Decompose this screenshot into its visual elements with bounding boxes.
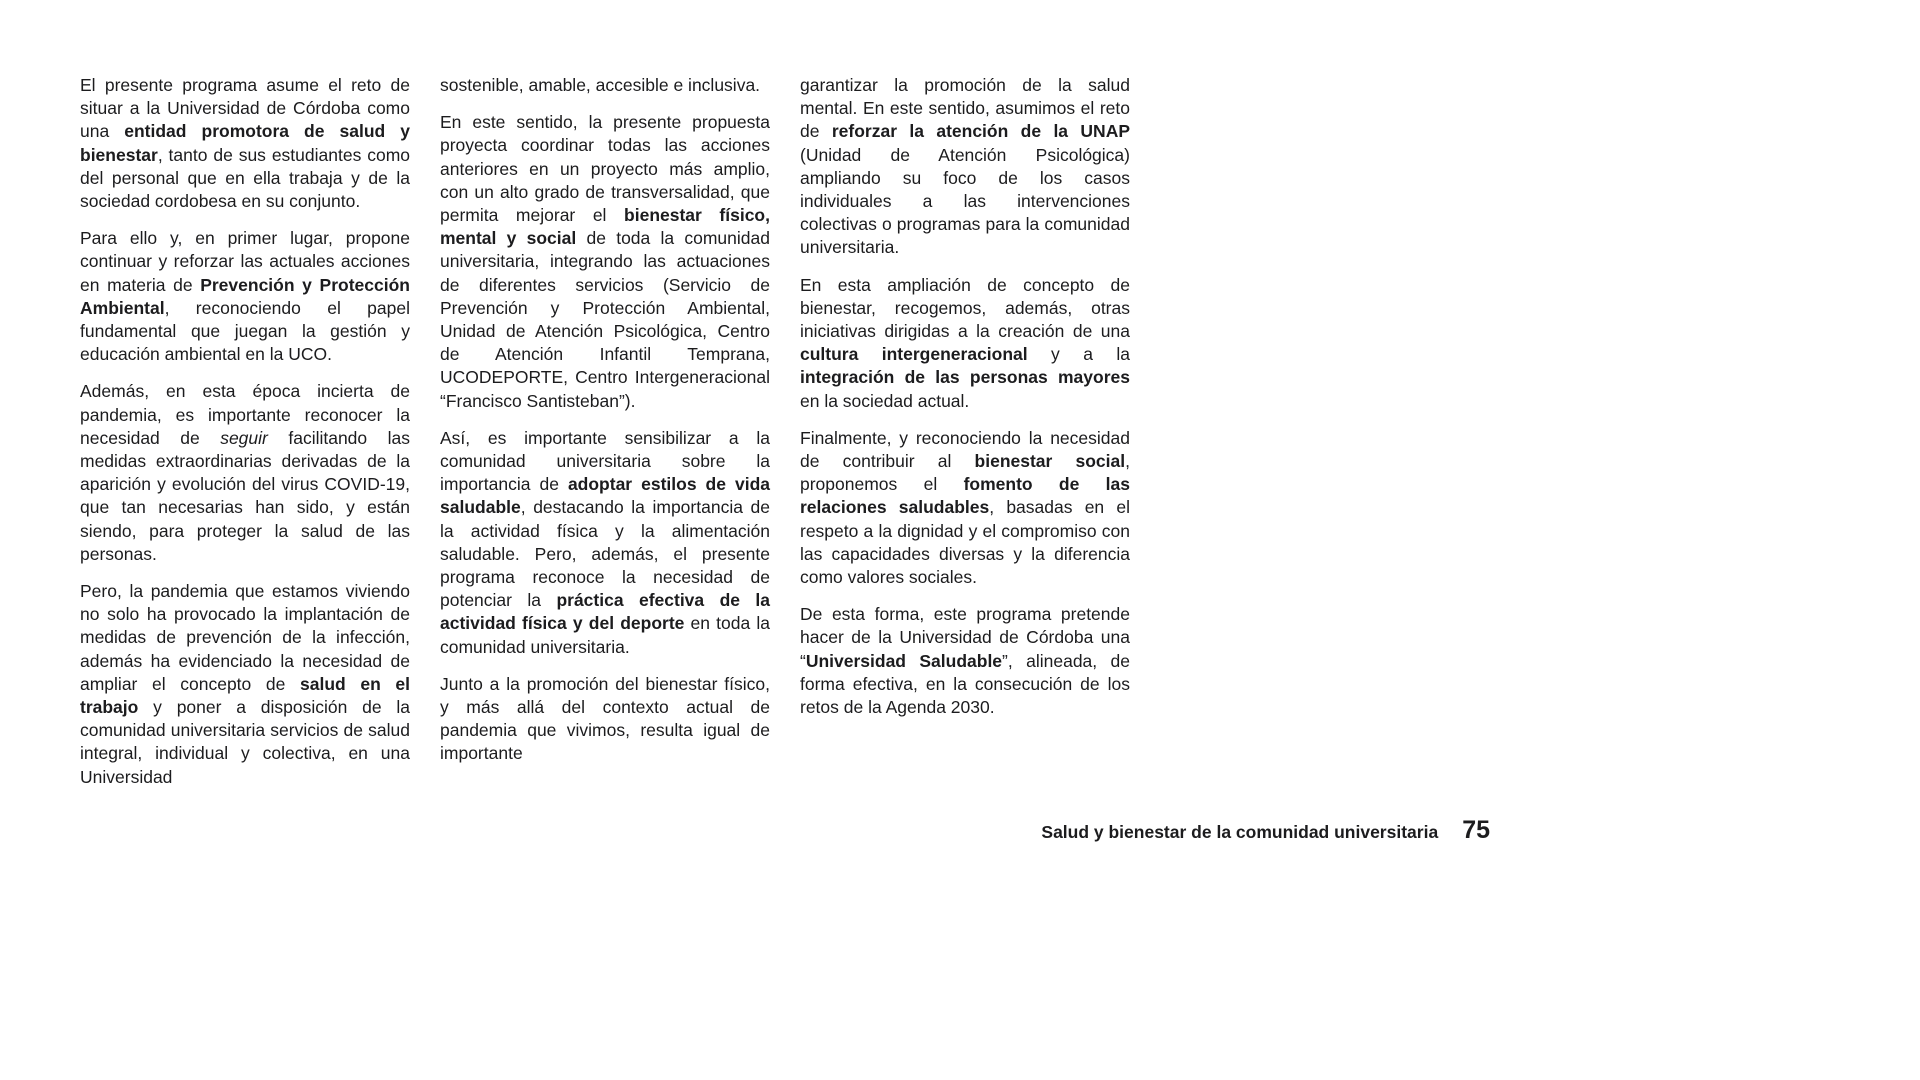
body-text: en la sociedad actual. [800,390,970,411]
paragraph [440,111,770,413]
footer-section-title: Salud y bienestar de la comunidad universitaria [1041,822,1439,842]
emphasized-text: bienestar social [974,451,1126,472]
emphasized-text: adoptar estilos de vida saludable [440,474,770,518]
text-columns [80,74,1130,789]
emphasized-text: Prevención y Protección Ambiental [80,274,410,318]
body-text: , destacando la importancia de la actividad física y la alimentación saludable. Pero, además, el presente programa reconoce la necesidad de potenciar la [440,497,770,611]
paragraph [440,74,770,97]
body-text: El presente programa asume el reto de situar a la Universidad de Córdoba como una [80,75,410,142]
text-column-2 [440,74,770,789]
emphasized-text: reforzar la atención de la UNAP [831,121,1130,142]
paragraph [800,74,1130,260]
body-text: De esta forma, este programa pretende hacer de la Universidad de Córdoba una “ [800,604,1130,671]
body-text: facilitando las medidas extraordinarias derivadas de la aparición y evolución del virus COVID-19, que tan necesarias han sido, y están siendo, para proteger la salud de las personas. [80,427,410,564]
emphasized-text: bienestar físico, mental y social [440,205,770,249]
body-text: garantizar la promoción de la salud mental. En este sentido, asumimos el reto de [800,75,1130,142]
body-text: Así, es importante sensibilizar a la comunidad universitaria sobre la importancia de [440,427,770,495]
italic-text: seguir [220,427,268,448]
body-text: , proponemos el [800,451,1130,495]
body-text: sostenible, amable, accesible e inclusiva. [440,75,761,95]
emphasized-text: salud en el trabajo [80,673,410,718]
body-text: y a la [1027,344,1130,365]
body-text: Pero, la pandemia que estamos viviendo no solo ha provocado la implantación de medidas de prevención de la infección, además ha evidenciado la necesidad de ampliar el concepto de [80,581,410,694]
body-text: , reconociendo el papel fundamental que juegan la gestión y educación ambiental en la UCO. [80,297,410,365]
emphasized-text: integración de las personas mayores [800,367,1130,388]
paragraph [80,580,410,789]
body-text: Finalmente, y reconociendo la necesidad de contribuir al [800,427,1130,472]
body-text: (Unidad de Atención Psicológica) ampliando su foco de los casos individuales a las intervenciones colectivas o programas para la comunidad universitaria. [800,144,1130,258]
text-column-1 [80,74,410,789]
paragraph [440,673,770,766]
body-text: En esta ampliación de concepto de bienestar, recogemos, además, otras iniciativas dirigidas a la creación de una [800,274,1130,342]
body-text: ”, alineada, de forma efectiva, en la consecución de los retos de la Agenda 2030. [800,650,1130,718]
paragraph [80,227,410,366]
text-column-3 [800,74,1130,789]
body-text: Junto a la promoción del bienestar físico, y más allá del contexto actual de pandemia que vivimos, resulta igual de importante [440,673,770,764]
paragraph [80,74,410,213]
paragraph [80,380,410,566]
emphasized-text: cultura intergeneracional [800,344,1028,365]
emphasized-text: entidad promotora de salud y bienestar [80,121,410,165]
emphasized-text: fomento de las relaciones saludables [800,474,1130,518]
page-number: 75 [1462,816,1490,844]
emphasized-text: práctica efectiva de la actividad física y del deporte [440,590,770,634]
body-text: y poner a disposición de la comunidad universitaria servicios de salud integral, individual y colectiva, en una Universidad [80,697,410,787]
emphasized-text: Universidad Saludable [805,650,1003,671]
body-text: , tanto de sus estudiantes como del personal que en ella trabaja y de la sociedad cordobesa en su conjunto. [80,144,410,212]
paragraph [800,274,1130,413]
body-text: Además, en esta época incierta de pandemia, es importante reconocer la necesidad de [80,381,410,448]
page-footer [80,816,1490,845]
paragraph [440,427,770,659]
body-text: , basadas en el respeto a la dignidad y el compromiso con las capacidades diversas y la diferencia como valores sociales. [800,497,1130,588]
paragraph [800,427,1130,589]
body-text: de toda la comunidad universitaria, integrando las actuaciones de diferentes servicios (Servicio de Prevención y Protección Ambiental, Unidad de Atención Psicológica, Centro de Atención Infantil Temprana, UCODEPORTE, Centro Intergeneracional “Francisco Santisteban”). [440,228,770,411]
paragraph [800,603,1130,719]
body-text: Para ello y, en primer lugar, propone continuar y reforzar las actuales acciones en materia de [80,228,410,295]
body-text: en toda la comunidad universitaria. [440,613,771,657]
body-text: En este sentido, la presente propuesta proyecta coordinar todas las acciones anteriores en un proyecto más amplio, con un alto grado de transversalidad, que permita mejorar el [440,112,770,226]
